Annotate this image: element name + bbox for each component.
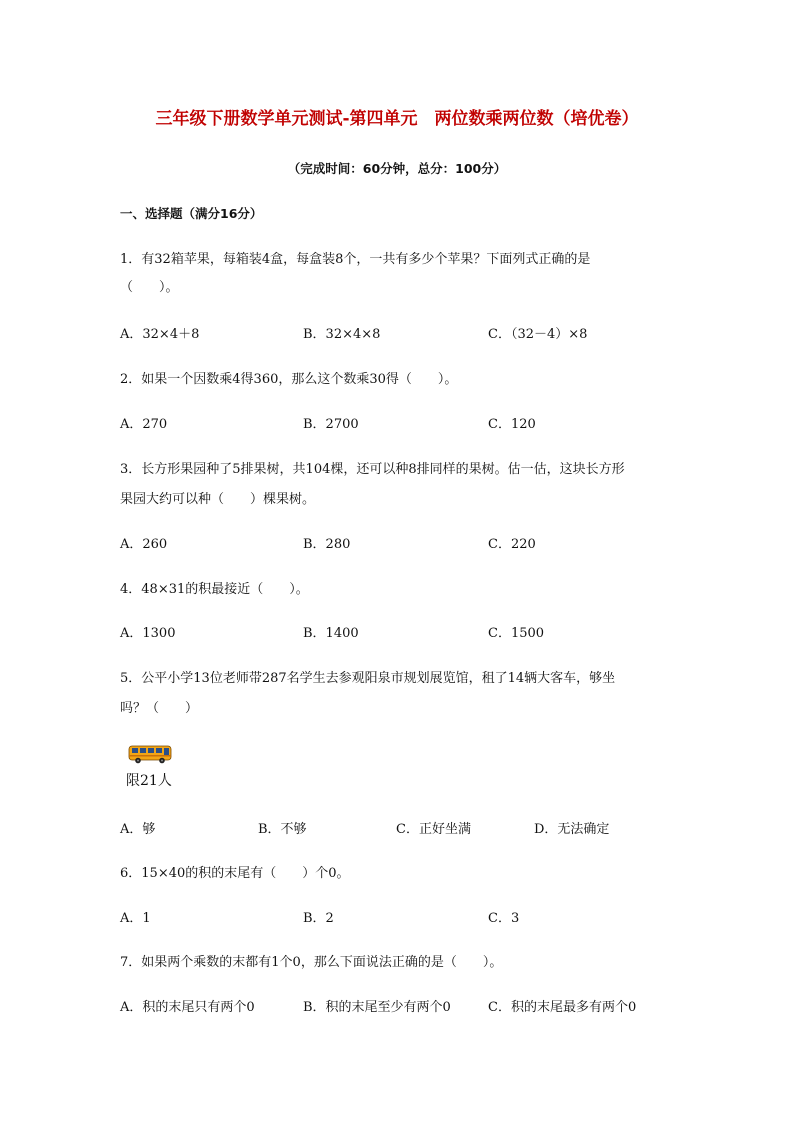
bus-icon xyxy=(128,744,172,764)
question-3-option-c: C．220 xyxy=(488,537,536,552)
question-3-line-2: 果园大约可以种（ ）棵果树。 xyxy=(120,492,316,507)
bus-capacity-caption: 限21人 xyxy=(126,773,172,789)
section-heading: 一、选择题（满分16分） xyxy=(120,206,263,221)
question-5-option-c: C．正好坐满 xyxy=(396,822,471,837)
question-5-line-2: 吗？（ ） xyxy=(120,701,199,716)
question-6-option-a: A．1 xyxy=(120,911,151,926)
question-2-option-c: C．120 xyxy=(488,417,536,432)
question-2-option-b: B．2700 xyxy=(303,417,359,432)
question-4-option-b: B．1400 xyxy=(303,626,359,641)
question-5-line-1: 5．公平小学13位老师带287名学生去参观阳泉市规划展览馆，租了14辆大客车，够坐 xyxy=(120,671,616,686)
question-2-line-1: 2．如果一个因数乘4得360，那么这个数乘30得（ ）。 xyxy=(120,372,458,387)
question-5-option-b: B．不够 xyxy=(258,822,307,837)
question-2-option-a: A．270 xyxy=(120,417,168,432)
question-4-option-a: A．1300 xyxy=(120,626,176,641)
question-6-option-c: C．3 xyxy=(488,911,520,926)
question-7-option-a: A．积的末尾只有两个0 xyxy=(120,1000,255,1015)
question-7-option-c: C．积的末尾最多有两个0 xyxy=(488,1000,637,1015)
question-4-option-c: C．1500 xyxy=(488,626,545,641)
question-1-option-c: C．（32－4）×8 xyxy=(488,327,588,342)
question-1-line-2: （ ）。 xyxy=(120,280,179,295)
question-7-line-1: 7．如果两个乘数的末都有1个0，那么下面说法正确的是（ ）。 xyxy=(120,955,503,970)
question-1-option-b: B．32×4×8 xyxy=(303,327,381,342)
question-1-line-1: 1．有32箱苹果，每箱装4盒，每盒装8个，一共有多少个苹果？下面列式正确的是 xyxy=(120,252,591,267)
question-6-line-1: 6．15×40的积的末尾有（ ）个0。 xyxy=(120,866,350,881)
question-7-option-b: B．积的末尾至少有两个0 xyxy=(303,1000,451,1015)
page-title: 三年级下册数学单元测试-第四单元 两位数乘两位数（培优卷） xyxy=(155,109,639,129)
question-4-line-1: 4．48×31的积最接近（ ）。 xyxy=(120,582,309,597)
question-3-line-1: 3．长方形果园种了5排果树，共104棵，还可以种8排同样的果树。估一估，这块长方形 xyxy=(120,462,625,477)
question-1-option-a: A．32×4＋8 xyxy=(120,327,200,342)
question-3-option-b: B．280 xyxy=(303,537,351,552)
question-5-option-a: A．够 xyxy=(120,822,156,837)
question-3-option-a: A．260 xyxy=(120,537,168,552)
question-5-option-d: D．无法确定 xyxy=(534,822,610,837)
page-subtitle: （完成时间：60分钟，总分：100分） xyxy=(287,161,507,176)
question-6-option-b: B．2 xyxy=(303,911,334,926)
